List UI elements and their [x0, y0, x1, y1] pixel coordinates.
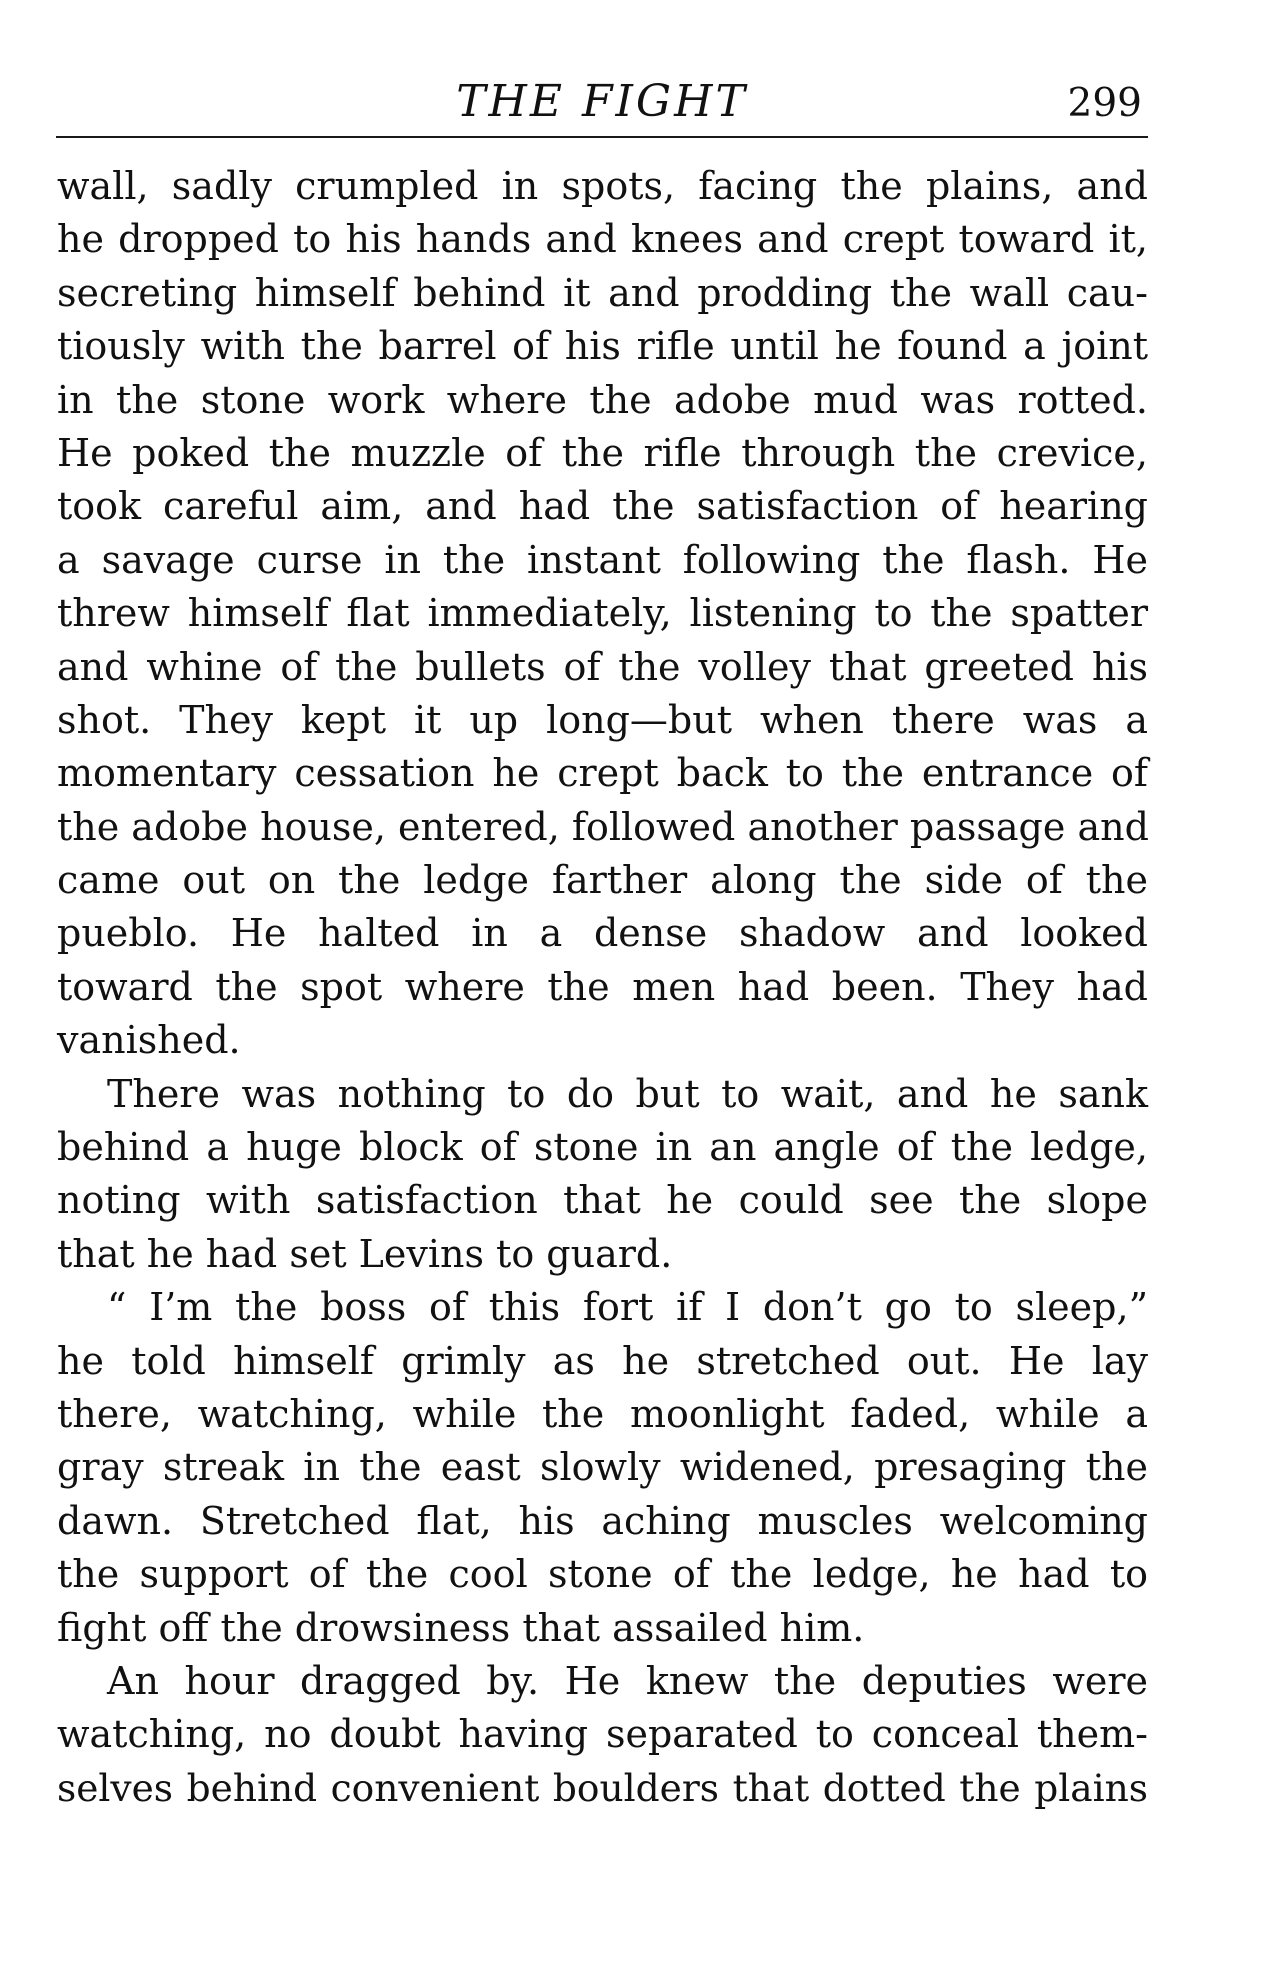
text-line: threw himself flat immediately, listening to the spatter: [57, 591, 1148, 636]
text-line: watching, no doubt having separated to conceal them-: [57, 1712, 1148, 1757]
text-line: in the stone work where the adobe mud was rotted.: [57, 377, 1148, 422]
text-line: pueblo. He halted in a dense shadow and looked: [57, 911, 1148, 956]
text-line: toward the spot where the men had been. They had: [57, 964, 1148, 1009]
text-line: came out on the ledge farther along the side of the: [57, 858, 1148, 903]
text-line: gray streak in the east slowly widened, presaging the: [57, 1445, 1148, 1490]
text-line: vanished.: [57, 1018, 241, 1063]
chapter-title: THE FIGHT: [456, 76, 748, 127]
body-text: [57, 160, 1148, 1815]
text-line: There was nothing to do but to wait, and he sank: [107, 1071, 1148, 1116]
text-line: he told himself grimly as he stretched out. He lay: [57, 1338, 1148, 1383]
text-line: He poked the muzzle of the rifle through the crevice,: [57, 430, 1148, 475]
text-line: fight off the drowsiness that assailed him.: [57, 1605, 865, 1650]
text-line: An hour dragged by. He knew the deputies were: [107, 1658, 1148, 1703]
text-line: dawn. Stretched flat, his aching muscles welcoming: [57, 1498, 1148, 1543]
text-line: secreting himself behind it and prodding the wall cau-: [57, 270, 1148, 315]
text-line: a savage curse in the instant following the flash. He: [57, 537, 1148, 582]
text-line: momentary cessation he crept back to the entrance of: [57, 751, 1148, 796]
text-line: shot. They kept it up long—but when there was a: [57, 697, 1148, 742]
text-line: the adobe house, entered, followed another passage and: [57, 804, 1149, 849]
text-line: noting with satisfaction that he could see the slope: [57, 1178, 1148, 1223]
text-line: behind a huge block of stone in an angle of the ledge,: [57, 1125, 1148, 1170]
text-line: the support of the cool stone of the ledge, he had to: [57, 1552, 1148, 1597]
text-line: took careful aim, and had the satisfaction of hearing: [57, 484, 1148, 529]
text-line: there, watching, while the moonlight faded, while a: [57, 1391, 1148, 1436]
text-line: “ I’m the boss of this fort if I don’t go to sleep,”: [107, 1285, 1148, 1330]
page-number: 299: [1067, 81, 1142, 126]
text-line: he dropped to his hands and knees and crept toward it,: [57, 217, 1148, 262]
running-header: [56, 78, 1148, 138]
text-line: tiously with the barrel of his rifle until he found a joint: [57, 324, 1148, 369]
text-line: and whine of the bullets of the volley that greeted his: [57, 644, 1148, 689]
text-line: selves behind convenient boulders that dotted the plains: [57, 1765, 1148, 1810]
text-line: wall, sadly crumpled in spots, facing the plains, and: [57, 164, 1148, 208]
text-line: that he had set Levins to guard.: [57, 1231, 673, 1276]
